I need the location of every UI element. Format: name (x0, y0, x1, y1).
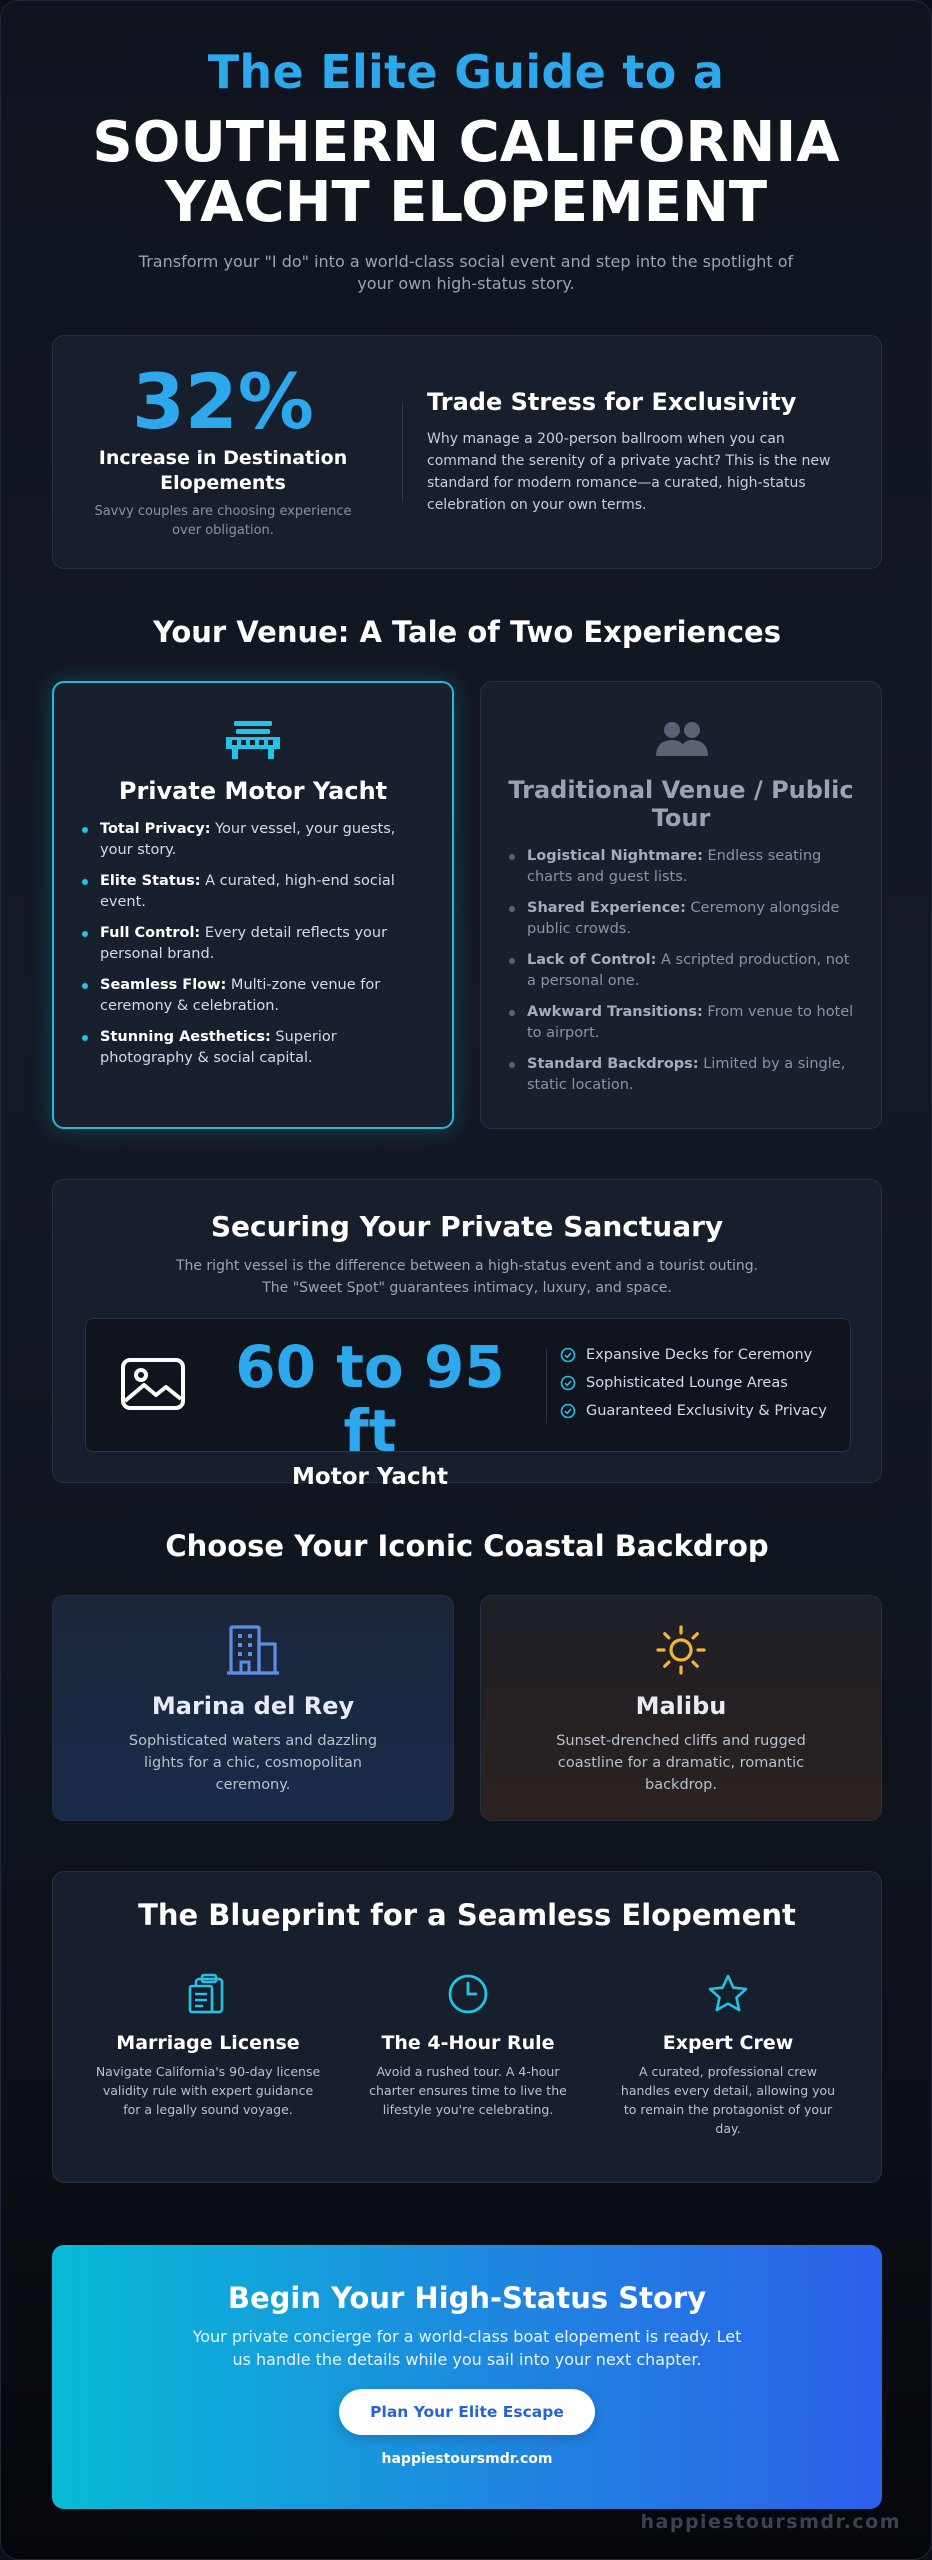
stat-note: Savvy couples are choosing experience over obligation. (94, 504, 352, 538)
yacht-size (204, 1335, 536, 1491)
yacht-size-label: Motor Yacht (292, 1464, 448, 1490)
blueprint-item-title: Expert Crew (662, 2032, 794, 2054)
yacht-card-title: Private Motor Yacht (118, 777, 388, 805)
check-circle-icon (560, 1347, 576, 1363)
list-item: Stunning Aesthetics: Superior photography & social capital. (78, 1027, 428, 1069)
stat-label: Increase in Destination Elopements (98, 447, 348, 494)
blueprint-item-title: The 4-Hour Rule (381, 2032, 555, 2054)
stat-block (93, 357, 353, 540)
marina-description: Sophisticated waters and dazzling lights for a chic, cosmopolitan ceremony. (128, 1733, 378, 1793)
list-item: Guaranteed Exclusivity & Privacy (560, 1401, 827, 1421)
blueprint-item-desc: A curated, professional crew handles every detail, allowing you to remain the protagonist of your day. (620, 2064, 836, 2136)
yacht-icon (78, 719, 428, 765)
star-icon (613, 1972, 843, 2020)
list-item: Full Control: Every detail reflects your personal brand. (78, 923, 428, 965)
list-item: Expansive Decks for Ceremony (560, 1345, 827, 1365)
hero-title-line1: SOUTHERN CALIFORNIA (92, 110, 840, 175)
check-circle-icon (560, 1375, 576, 1391)
hero-kicker: The Elite Guide to a (207, 45, 725, 99)
watermark: happiestoursmdr.com (640, 2511, 901, 2533)
stat-card (52, 335, 882, 569)
traditional-drawbacks-list (505, 846, 857, 1096)
traditional-card-title: Traditional Venue / Public Tour (508, 776, 854, 832)
blueprint-card (52, 1871, 882, 2183)
venue-section-title: Your Venue: A Tale of Two Experiences (152, 615, 781, 649)
stat-heading: Trade Stress for Exclusivity (427, 388, 797, 416)
blueprint-item-4hour (353, 1972, 583, 2119)
cta-description: Your private concierge for a world-class boat elopement is ready. Let us handle the details while you sail into your next chapter. (192, 2327, 742, 2369)
sanctuary-title: Securing Your Private Sanctuary (210, 1210, 724, 1243)
hero-subtitle: Transform your "I do" into a world-class social event and step into the spotlight of your own high-status story. (138, 252, 794, 293)
blueprint-item-desc: Navigate California's 90-day license validity rule with expert guidance for a legally sound voyage. (95, 2064, 321, 2117)
users-icon (505, 718, 857, 764)
list-item: Seamless Flow: Multi-zone venue for ceremony & celebration. (78, 975, 428, 1017)
check-circle-icon (560, 1403, 576, 1419)
building-icon (53, 1624, 453, 1680)
malibu-title: Malibu (635, 1692, 727, 1720)
venue-card-yacht (52, 681, 454, 1129)
image-icon (120, 1357, 186, 1415)
backdrop-section-title: Choose Your Iconic Coastal Backdrop (165, 1529, 769, 1563)
list-item: Shared Experience: Ceremony alongside public crowds. (505, 898, 857, 940)
hero-title-line2: YACHT ELOPEMENT (164, 170, 768, 235)
list-item: Total Privacy: Your vessel, your guests, your story. (78, 819, 428, 861)
plan-escape-button[interactable]: Plan Your Elite Escape (339, 2389, 595, 2435)
sanctuary-description: The right vessel is the difference between a high-status event and a tourist outing. The "Sweet Spot" guarantees intimacy, luxury, and space. (175, 1258, 759, 1296)
list-item: Logistical Nightmare: Endless seating charts and guest lists. (505, 846, 857, 888)
list-item: Standard Backdrops: Limited by a single, static location. (505, 1054, 857, 1096)
blueprint-item-license (93, 1972, 323, 2119)
list-item: Awkward Transitions: From venue to hotel to airport. (505, 1002, 857, 1044)
panel-divider (546, 1349, 547, 1423)
hero-title (1, 110, 931, 235)
cta-website-link[interactable]: happiestoursmdr.com (381, 2451, 553, 2467)
yacht-size-value: 60 to 95 ft (235, 1333, 505, 1465)
list-item: Elite Status: A curated, high-end social event. (78, 871, 428, 913)
blueprint-item-crew (613, 1972, 843, 2138)
yacht-size-panel (85, 1318, 851, 1490)
stat-value: 32% (132, 357, 314, 446)
clock-icon (353, 1972, 583, 2020)
blueprint-title: The Blueprint for a Seamless Elopement (138, 1898, 796, 1932)
stat-body: Why manage a 200-person ballroom when you can command the serenity of a private yacht? This is the new standard for modern romance—a curated, high-status celebration on your own terms. (427, 431, 831, 513)
sanctuary-card (52, 1179, 882, 1490)
stat-divider (402, 402, 403, 502)
list-item: Sophisticated Lounge Areas (560, 1373, 827, 1393)
stat-text (427, 388, 847, 516)
hero-header (1, 1, 931, 295)
venue-card-traditional (480, 681, 882, 1129)
backdrop-card-marina (52, 1595, 454, 1821)
list-item: Lack of Control: A scripted production, not a personal one. (505, 950, 857, 992)
clipboard-icon (93, 1972, 323, 2020)
yacht-features-list (560, 1345, 827, 1429)
malibu-description: Sunset-drenched cliffs and rugged coastline for a dramatic, romantic backdrop. (556, 1733, 806, 1793)
cta-banner (52, 2245, 882, 2509)
yacht-benefits-list (78, 819, 428, 1069)
backdrop-card-malibu (480, 1595, 882, 1821)
cta-title: Begin Your High-Status Story (227, 2281, 707, 2315)
sun-icon (481, 1624, 881, 1680)
marina-title: Marina del Rey (151, 1692, 355, 1720)
blueprint-item-desc: Avoid a rushed tour. A 4-hour charter ensures time to live the lifestyle you're celebrating. (369, 2064, 567, 2117)
blueprint-item-title: Marriage License (116, 2032, 300, 2054)
